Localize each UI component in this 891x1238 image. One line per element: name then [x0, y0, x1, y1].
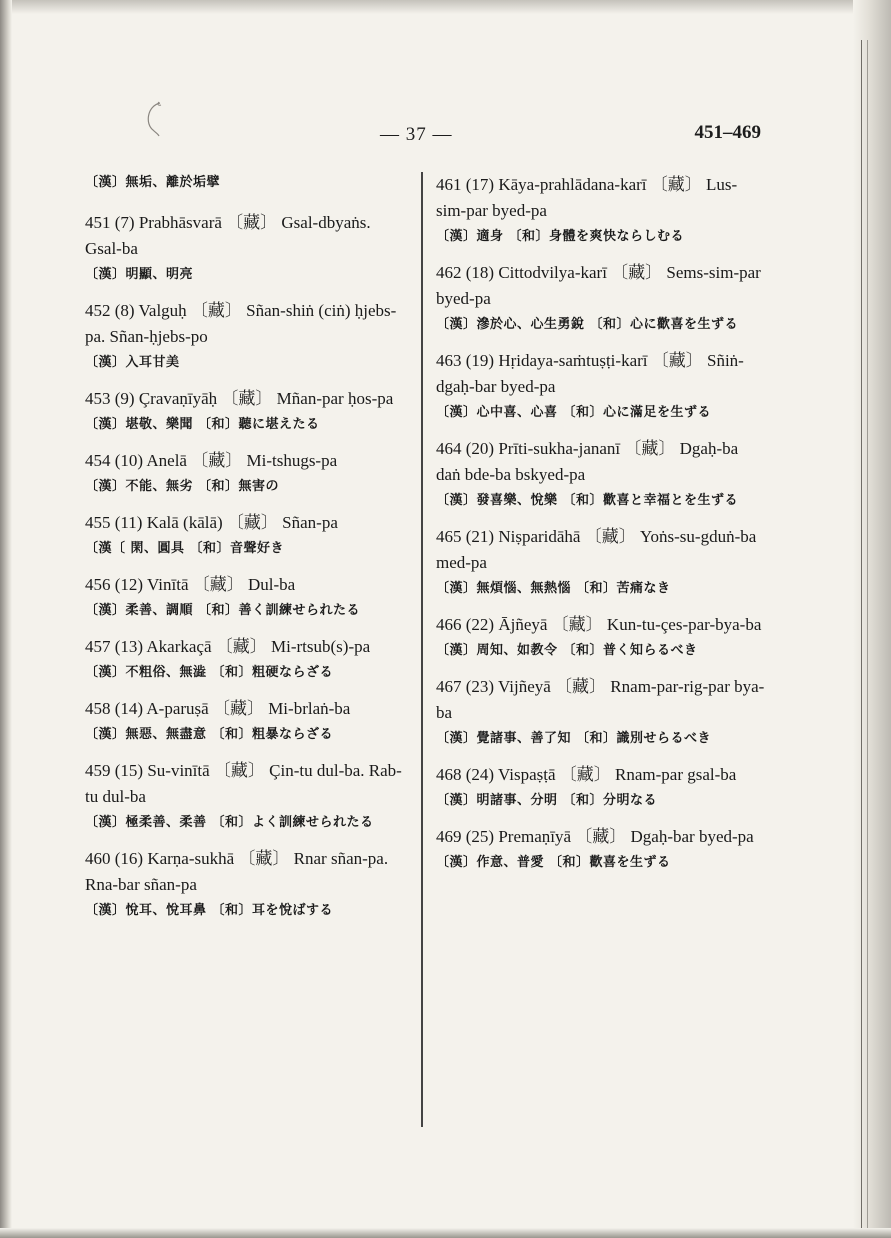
dictionary-entry: [85, 448, 410, 498]
dictionary-entry: [436, 762, 766, 812]
entry-gloss: 〔漢〕不能、無劣 〔和〕無害の: [85, 479, 280, 494]
entry-range: 451–469: [694, 122, 761, 143]
column-divider: [421, 172, 423, 1127]
entry-gloss: 〔漢〕明諸事、分明 〔和〕分明なる: [436, 793, 658, 808]
dictionary-entry: [436, 260, 766, 336]
entry-headword: 455 (11) Kalā (kālā) 〔藏〕 Sñan-pa: [85, 513, 338, 532]
entry-headword: 460 (16) Karṇa-sukhā 〔藏〕 Rnar sñan-pa. Rna-bar sñan-pa: [85, 849, 389, 894]
entry-headword: 454 (10) Anelā 〔藏〕 Mi-tshugs-pa: [85, 451, 338, 470]
dictionary-entry: [436, 824, 766, 874]
entry-gloss: 〔漢〕悅耳、悅耳鼻 〔和〕耳を悅ばする: [85, 903, 334, 918]
entry-gloss: 〔漢〕堪敬、樂聞 〔和〕聽に堪えたる: [85, 417, 320, 432]
dictionary-entry: [436, 612, 766, 662]
entry-gloss: 〔漢〕滲於心、心生勇銳 〔和〕心に歡喜を生ずる: [436, 317, 739, 332]
entry-headword: 465 (21) Niṣparidāhā 〔藏〕 Yoṅs-su-gduṅ-ba med-pa: [436, 527, 757, 572]
entry-gloss: 〔漢〕極柔善、柔善 〔和〕よく訓練せられたる: [85, 815, 374, 830]
entry-gloss: 〔漢〕周知、如教令 〔和〕普く知らるべき: [436, 643, 698, 658]
entry-gloss: 〔漢〕柔善、調順 〔和〕善く訓練せられたる: [85, 603, 361, 618]
entry-gloss: 〔漢〕入耳甘美: [85, 355, 180, 370]
entry-headword: 452 (8) Valguḥ 〔藏〕 Sñan-shiṅ (ciṅ) ḥjebs-pa. Sñan-ḥjebs-po: [85, 301, 397, 346]
entry-headword: 467 (23) Vijñeyā 〔藏〕 Rnam-par-rig-par bya-ba: [436, 677, 765, 722]
page-number: — 37 —: [380, 124, 453, 145]
dictionary-entry: [85, 696, 410, 746]
entry-gloss: 〔漢〕發喜樂、悅樂 〔和〕歡喜と幸福とを生ずる: [436, 493, 739, 508]
dictionary-entry: [436, 348, 766, 424]
entry-headword: 462 (18) Cittodvilya-karī 〔藏〕 Sems-sim-par byed-pa: [436, 263, 761, 308]
dictionary-entry: [436, 524, 766, 600]
page-right-edge: [853, 0, 891, 1238]
entry-headword: 451 (7) Prabhāsvarā 〔藏〕 Gsal-dbyaṅs. Gsal-ba: [85, 213, 371, 258]
entry-gloss: 〔漢〕無煩惱、無熱惱 〔和〕苦痛なき: [436, 581, 671, 596]
entry-gloss: 〔漢〔 閑、圓具 〔和〕音聲好き: [85, 541, 285, 556]
dictionary-entry: [85, 510, 410, 560]
dictionary-entry: [85, 298, 410, 374]
entry-gloss: 〔漢〕心中喜、心喜 〔和〕心に滿足を生ずる: [436, 405, 712, 420]
page-bottom-shadow: [0, 1228, 891, 1238]
entry-headword: 468 (24) Vispaṣṭā 〔藏〕 Rnam-par gsal-ba: [436, 765, 737, 784]
dictionary-entry: [85, 846, 410, 922]
dictionary-entry: [85, 210, 410, 286]
entry-headword: 456 (12) Vinītā 〔藏〕 Dul-ba: [85, 575, 296, 594]
page-top-shadow: [0, 0, 891, 14]
dictionary-entry: [85, 386, 410, 436]
entry-gloss: 〔漢〕明顯、明亮: [85, 267, 194, 282]
entry-headword: 457 (13) Akarkaçā 〔藏〕 Mi-rtsub(s)-pa: [85, 637, 371, 656]
left-column: [85, 172, 410, 934]
entry-headword: 464 (20) Prīti-sukha-jananī 〔藏〕 Dgaḥ-ba daṅ bde-ba bskyed-pa: [436, 439, 739, 484]
entry-gloss: 〔漢〕覺諸事、善了知 〔和〕識別せらるべき: [436, 731, 712, 746]
entry-headword: 459 (15) Su-vinītā 〔藏〕 Çin-tu dul-ba. Rab-tu dul-ba: [85, 761, 402, 806]
entry-headword: 466 (22) Ājñeyā 〔藏〕 Kun-tu-çes-par-bya-ba: [436, 615, 762, 634]
entry-gloss: 〔漢〕適身 〔和〕身體を爽快ならしむる: [436, 229, 685, 244]
dictionary-entry: [85, 634, 410, 684]
dictionary-entry: [85, 572, 410, 622]
right-column: [436, 172, 766, 886]
entry-headword: 463 (19) Hṛidaya-saṁtuṣṭi-karī 〔藏〕 Sñiṅ-dgaḥ-bar byed-pa: [436, 351, 744, 396]
continued-gloss: 〔漢〕無垢、離於垢擘: [85, 175, 221, 190]
entry-gloss: 〔漢〕不粗俗、無澁 〔和〕粗硬ならざる: [85, 665, 334, 680]
book-spine-shadow: [0, 0, 12, 1238]
entry-gloss: 〔漢〕作意、普愛 〔和〕歡喜を生ずる: [436, 855, 671, 870]
dictionary-entry: [85, 758, 410, 834]
dictionary-entry: [436, 436, 766, 512]
entry-gloss: 〔漢〕無惡、無盡意 〔和〕粗暴ならざる: [85, 727, 334, 742]
entry-headword: 461 (17) Kāya-prahlādana-karī 〔藏〕 Lus-sim-par byed-pa: [436, 175, 738, 220]
dictionary-entry: [436, 172, 766, 248]
entry-headword: 453 (9) Çravaṇīyāḥ 〔藏〕 Mñan-par ḥos-pa: [85, 389, 394, 408]
entry-headword: 469 (25) Premaṇīyā 〔藏〕 Dgaḥ-bar byed-pa: [436, 827, 754, 846]
entry-headword: 458 (14) A-paruṣā 〔藏〕 Mi-brlaṅ-ba: [85, 699, 351, 718]
dictionary-entry: [436, 674, 766, 750]
page-header: [0, 118, 891, 148]
